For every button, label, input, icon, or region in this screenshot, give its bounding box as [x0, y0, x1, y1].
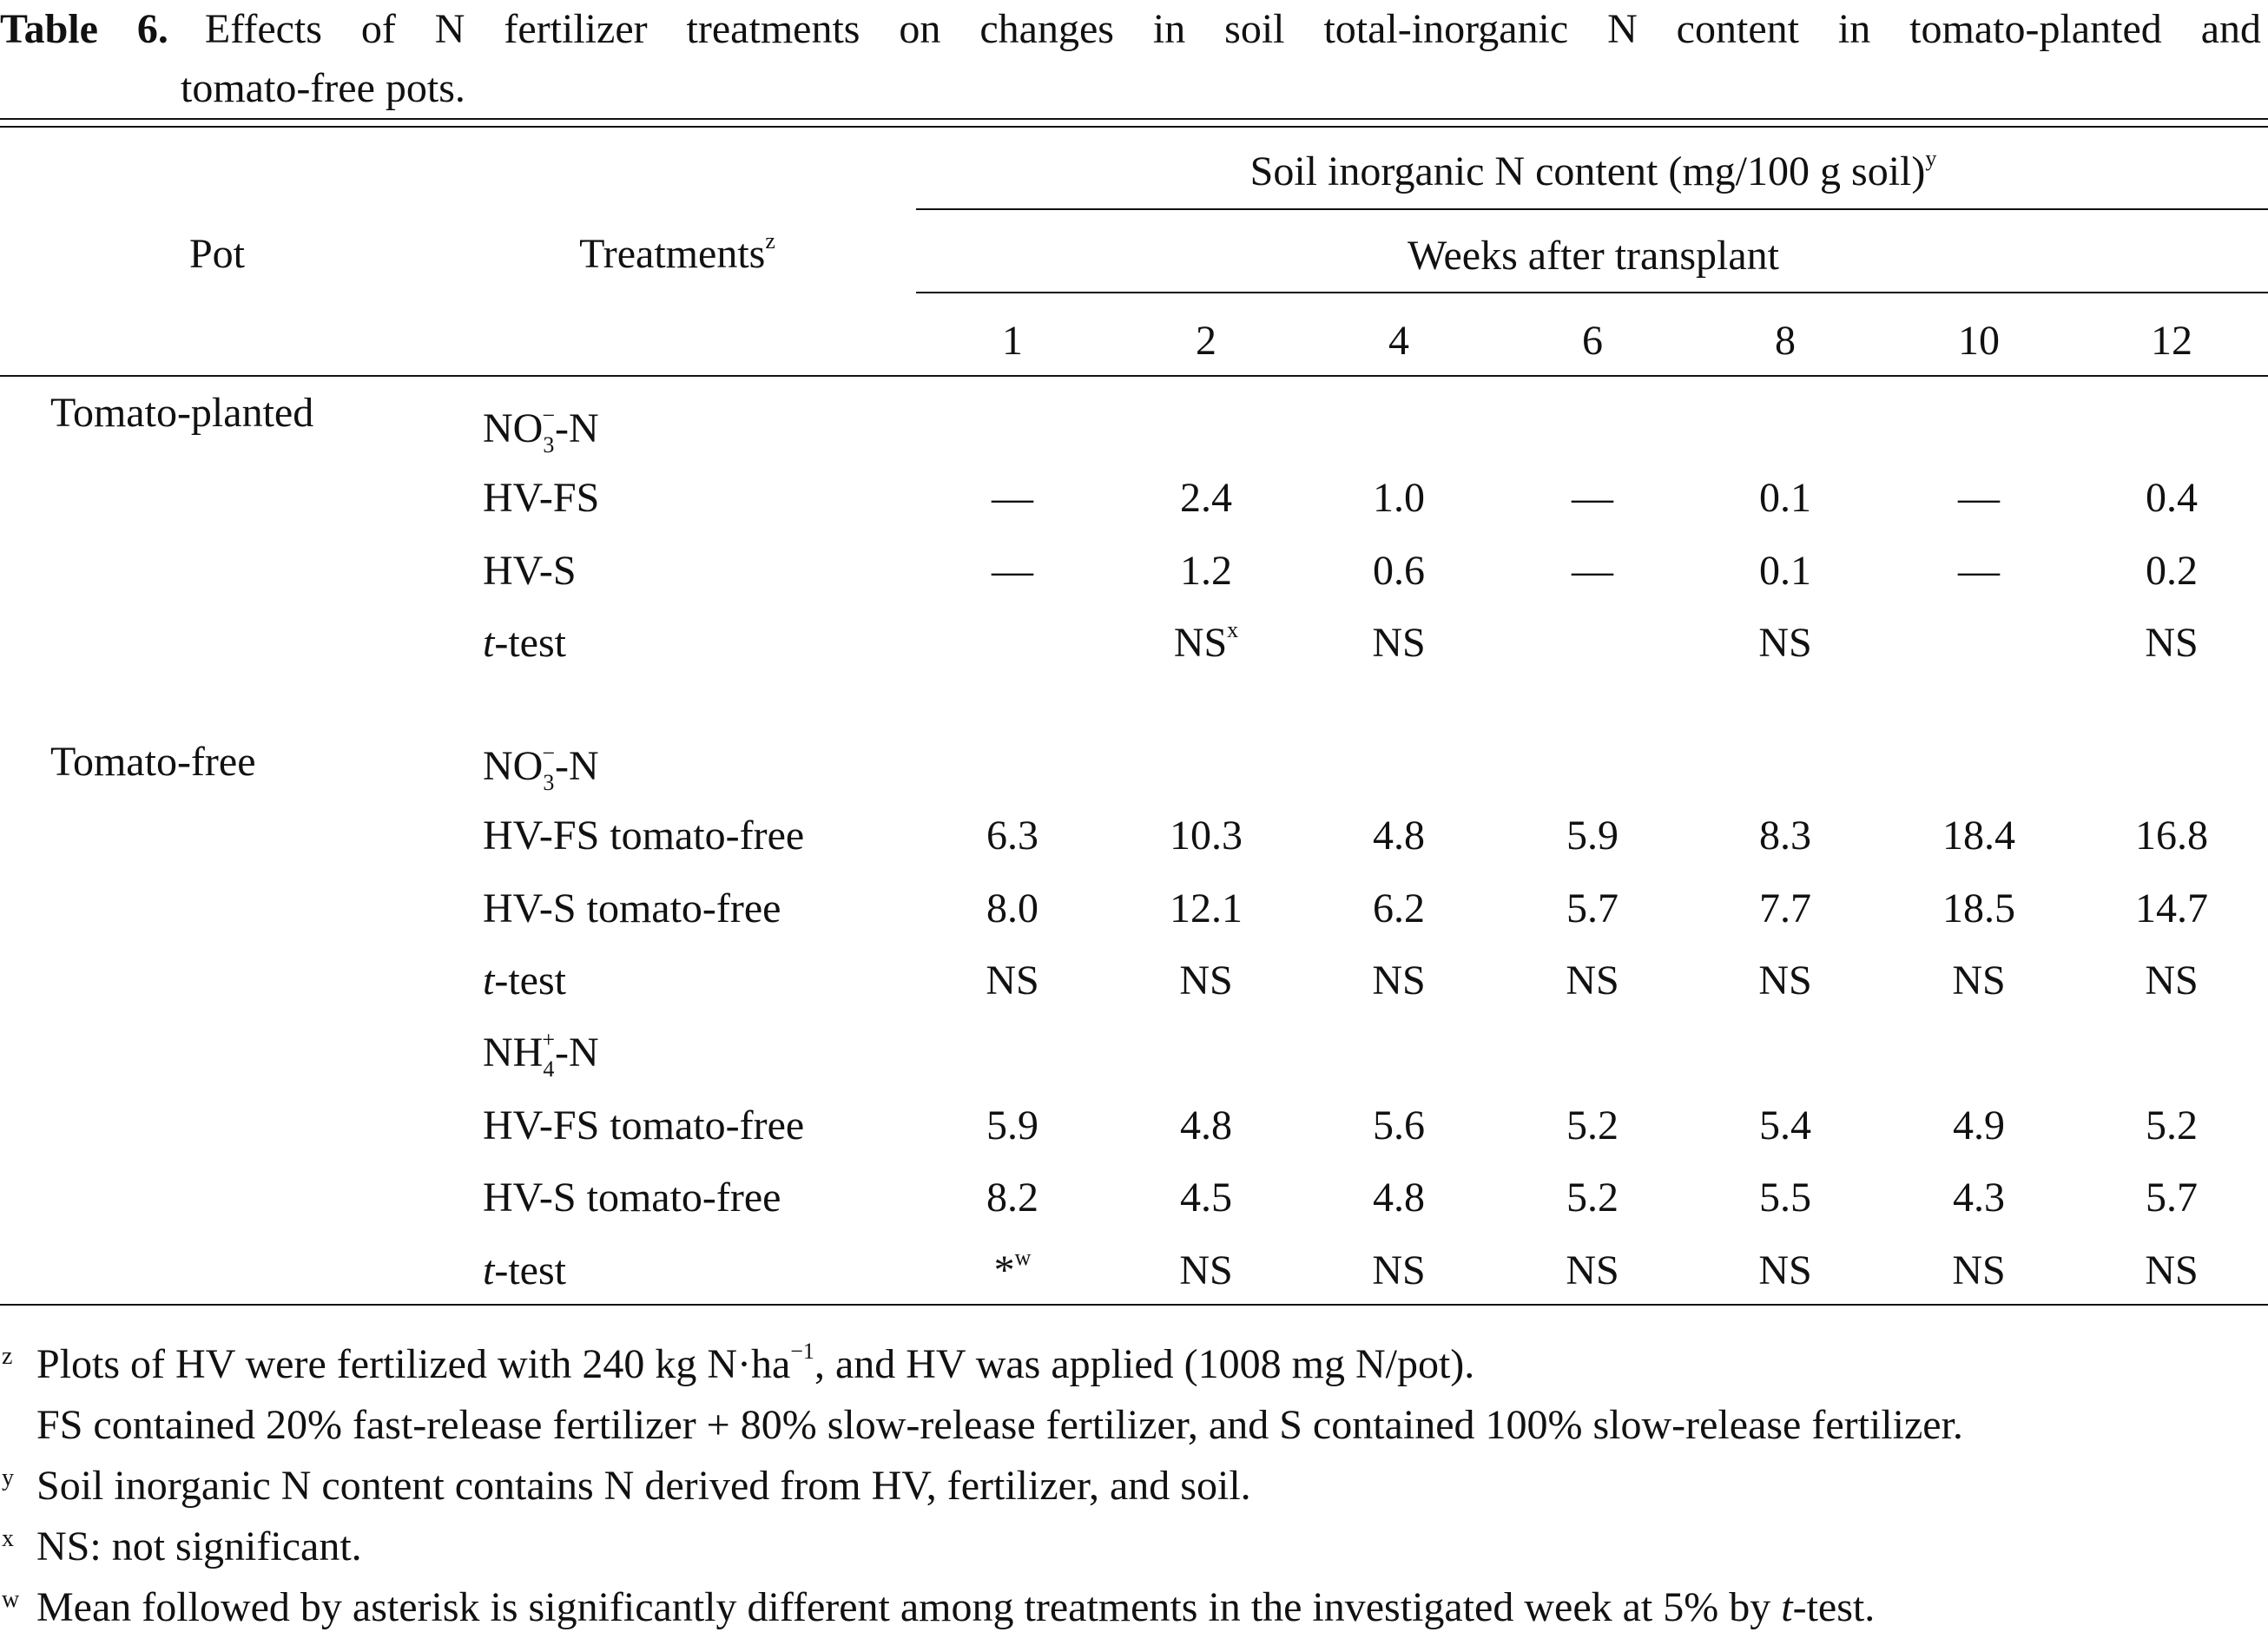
week-col-header: 10: [1958, 318, 2000, 364]
nutrient-label: [483, 403, 599, 457]
ttest-value: NS: [1566, 1247, 1619, 1293]
row-label: HV-FS tomato-free: [483, 1102, 805, 1148]
table-cell: 4.8: [1180, 1102, 1232, 1148]
ttest-cell: [1892, 957, 2066, 1005]
footnote-mark: x: [2, 1525, 14, 1552]
footnote-sup: −1: [790, 1339, 814, 1364]
nutrient-sup: +: [542, 1027, 555, 1052]
ttest-label: [483, 1247, 566, 1295]
header-soil-n: [1250, 148, 1937, 196]
footnote-italic: t: [1781, 1584, 1793, 1630]
table-cell: 4.9: [1953, 1102, 2005, 1148]
nutrient-suffix: -N: [555, 405, 599, 451]
ttest-cell: [1119, 1247, 1293, 1295]
header-pot: Pot: [188, 231, 246, 277]
table-cell: 1.2: [1180, 548, 1232, 594]
week-col-header: 2: [1196, 318, 1216, 364]
table-cell: 4.5: [1180, 1175, 1232, 1221]
footnote-text: [36, 1523, 362, 1571]
ttest-cell: [2085, 1247, 2258, 1295]
nutrient-suffix: -N: [555, 1030, 599, 1076]
ttest-cell: [2085, 957, 2258, 1005]
ttest-label: [483, 619, 566, 668]
table-cell: 5.9: [1566, 813, 1619, 859]
week-col-header: 4: [1388, 318, 1409, 364]
ttest-value: NS: [1179, 957, 1233, 1004]
table-label: Table 6.: [0, 6, 168, 52]
header-soil-n-sup: y: [1925, 146, 1937, 171]
ttest-cell: [1119, 957, 1293, 1005]
nutrient-sup: −: [542, 403, 555, 428]
ttest-value: NS: [1566, 957, 1619, 1004]
ttest-label-rest: -test: [494, 1247, 566, 1293]
ttest-italic-t: t: [483, 957, 495, 1004]
ttest-cell: [1312, 957, 1486, 1005]
ttest-label-rest: -test: [494, 957, 566, 1004]
table-cell: 0.2: [2146, 548, 2198, 594]
table-cell: 8.3: [1759, 813, 1811, 859]
footnote-body-2: -test.: [1792, 1584, 1876, 1630]
header-treatments: [579, 230, 775, 279]
table-cell: —: [1958, 548, 2000, 594]
nutrient-label: [483, 740, 599, 795]
table-cell: 5.4: [1759, 1102, 1811, 1148]
table-cell: —: [992, 475, 1033, 521]
table-caption: [0, 0, 2261, 118]
table-cell: 4.3: [1953, 1175, 2005, 1221]
table-cell: 5.5: [1759, 1175, 1811, 1221]
footnote-text: [36, 1401, 1963, 1450]
caption-text-2: tomato-free pots.: [181, 65, 465, 111]
table-cell: 5.7: [1566, 885, 1619, 931]
footnote-text: [36, 1340, 1474, 1389]
ttest-value: NS: [1952, 957, 2006, 1004]
row-label: HV-S: [483, 548, 577, 594]
table-cell: 1.0: [1373, 475, 1425, 521]
nutrient-sup: −: [542, 740, 555, 766]
table-cell: —: [1958, 475, 2000, 521]
header-rule-2: [916, 292, 2268, 293]
table-cell: 12.1: [1170, 885, 1243, 931]
footnote-body: Plots of HV were fertilized with 240 kg N·ha: [36, 1341, 791, 1387]
nutrient-sub: 3: [543, 770, 555, 795]
table-cell: 7.7: [1759, 885, 1811, 931]
table-cell: —: [1572, 548, 1613, 594]
ttest-value: NS: [2145, 1247, 2199, 1293]
row-label: HV-FS: [483, 475, 600, 521]
table-cell: 6.2: [1373, 885, 1425, 931]
pot-label: Tomato-planted: [50, 390, 314, 436]
nutrient-suffix: -N: [555, 743, 599, 789]
ttest-value: NS: [1758, 957, 1812, 1004]
ttest-value: NS: [1372, 957, 1426, 1004]
nutrient-symbol: NO: [483, 405, 544, 451]
header-treatments-sup: z: [765, 228, 775, 253]
header-soil-n-text: Soil inorganic N content (mg/100 g soil): [1249, 148, 1926, 194]
week-col-header: 6: [1582, 318, 1603, 364]
caption-text-1: Effects of N fertilizer treatments on changes in soil total-inorganic N content in tomato-planted and: [204, 6, 2261, 52]
footnote-body: NS: not significant.: [36, 1523, 362, 1569]
row-label: HV-S tomato-free: [483, 885, 781, 931]
table-cell: 5.2: [2146, 1102, 2198, 1148]
ttest-value: NS: [1952, 1247, 2006, 1293]
ttest-value: *: [993, 1247, 1015, 1293]
nutrient-label: [483, 1027, 599, 1082]
ttest-cell: [1506, 1247, 1679, 1295]
ttest-cell: [926, 1247, 1099, 1295]
table-bottom-rule: [0, 1304, 2268, 1306]
table-cell: 8.2: [986, 1175, 1038, 1221]
table-cell: 0.6: [1373, 548, 1425, 594]
week-col-header: 1: [1002, 318, 1023, 364]
ttest-value: NS: [1758, 620, 1812, 666]
top-rule-2: [0, 126, 2268, 128]
top-rule-1: [0, 118, 2268, 120]
week-col-header: 12: [2151, 318, 2192, 364]
table-cell: 2.4: [1180, 475, 1232, 521]
ttest-value: NS: [1179, 1247, 1233, 1293]
table-cell: —: [1572, 475, 1613, 521]
ttest-cell: [1506, 957, 1679, 1005]
ttest-value: NS: [2145, 957, 2199, 1004]
table-cell: 18.5: [1942, 885, 2015, 931]
row-label: HV-S tomato-free: [483, 1175, 781, 1221]
header-bottom-rule: [0, 375, 2268, 377]
table-cell: 4.8: [1373, 813, 1425, 859]
ttest-footnote-mark: x: [1227, 617, 1239, 642]
ttest-value: NS: [1372, 620, 1426, 666]
footnote-mark: z: [2, 1343, 13, 1370]
ttest-value: NS: [2145, 620, 2199, 666]
footnote-mark: y: [2, 1464, 14, 1491]
week-col-header: 8: [1775, 318, 1796, 364]
ttest-label-rest: -test: [494, 620, 566, 666]
ttest-value: NS: [1758, 1247, 1812, 1293]
ttest-cell: [1892, 1247, 2066, 1295]
table-cell: 14.7: [2135, 885, 2208, 931]
row-label: HV-FS tomato-free: [483, 813, 805, 859]
pot-label: Tomato-free: [50, 739, 256, 785]
table-cell: —: [992, 548, 1033, 594]
table-cell: 0.1: [1759, 548, 1811, 594]
nutrient-symbol: NH: [483, 1030, 544, 1076]
table-cell: 10.3: [1170, 813, 1243, 859]
footnote-body-2: , and HV was applied (1008 mg N/pot).: [814, 1341, 1475, 1387]
footnote-text: [36, 1583, 1875, 1632]
table-cell: 0.4: [2146, 475, 2198, 521]
footnote-text: [36, 1462, 1251, 1510]
ttest-cell: [1119, 619, 1293, 668]
ttest-label: [483, 957, 566, 1005]
table-cell: 8.0: [986, 885, 1038, 931]
ttest-value: NS: [1173, 620, 1228, 666]
table-cell: 5.2: [1566, 1175, 1619, 1221]
table-cell: 5.2: [1566, 1102, 1619, 1148]
table-cell: 5.7: [2146, 1175, 2198, 1221]
ttest-cell: [1698, 957, 1872, 1005]
ttest-cell: [1312, 1247, 1486, 1295]
header-treatments-text: Treatments: [579, 231, 766, 277]
ttest-cell: [1312, 619, 1486, 668]
ttest-footnote-mark: w: [1014, 1245, 1032, 1270]
table-cell: 18.4: [1942, 813, 2015, 859]
nutrient-sub: 3: [543, 432, 555, 457]
table-cell: 4.8: [1373, 1175, 1425, 1221]
table-cell: 5.9: [986, 1102, 1038, 1148]
ttest-value: NS: [986, 957, 1039, 1004]
ttest-italic-t: t: [483, 620, 495, 666]
footnote-body: Soil inorganic N content contains N derived from HV, fertilizer, and soil.: [36, 1463, 1251, 1509]
ttest-italic-t: t: [483, 1247, 495, 1293]
ttest-cell: [926, 957, 1099, 1005]
table-cell: 0.1: [1759, 475, 1811, 521]
ttest-cell: [1698, 1247, 1872, 1295]
table-cell: 6.3: [986, 813, 1038, 859]
ttest-value: NS: [1372, 1247, 1426, 1293]
header-weeks: Weeks after transplant: [1408, 233, 1779, 279]
nutrient-sub: 4: [543, 1056, 555, 1082]
footnote-body: FS contained 20% fast-release fertilizer + 80% slow-release fertilizer, and S contained 100% slow-release fertilizer.: [36, 1402, 1963, 1448]
table-cell: 5.6: [1373, 1102, 1425, 1148]
table-cell: 16.8: [2135, 813, 2208, 859]
nutrient-symbol: NO: [483, 743, 544, 789]
footnote-mark: w: [2, 1586, 20, 1613]
caption-line-1: [0, 0, 2261, 59]
ttest-cell: [2085, 619, 2258, 668]
header-rule-1: [916, 208, 2268, 210]
ttest-cell: [1698, 619, 1872, 668]
footnote-body: Mean followed by asterisk is significantly different among treatments in the investigated week at 5% by: [36, 1584, 1782, 1630]
